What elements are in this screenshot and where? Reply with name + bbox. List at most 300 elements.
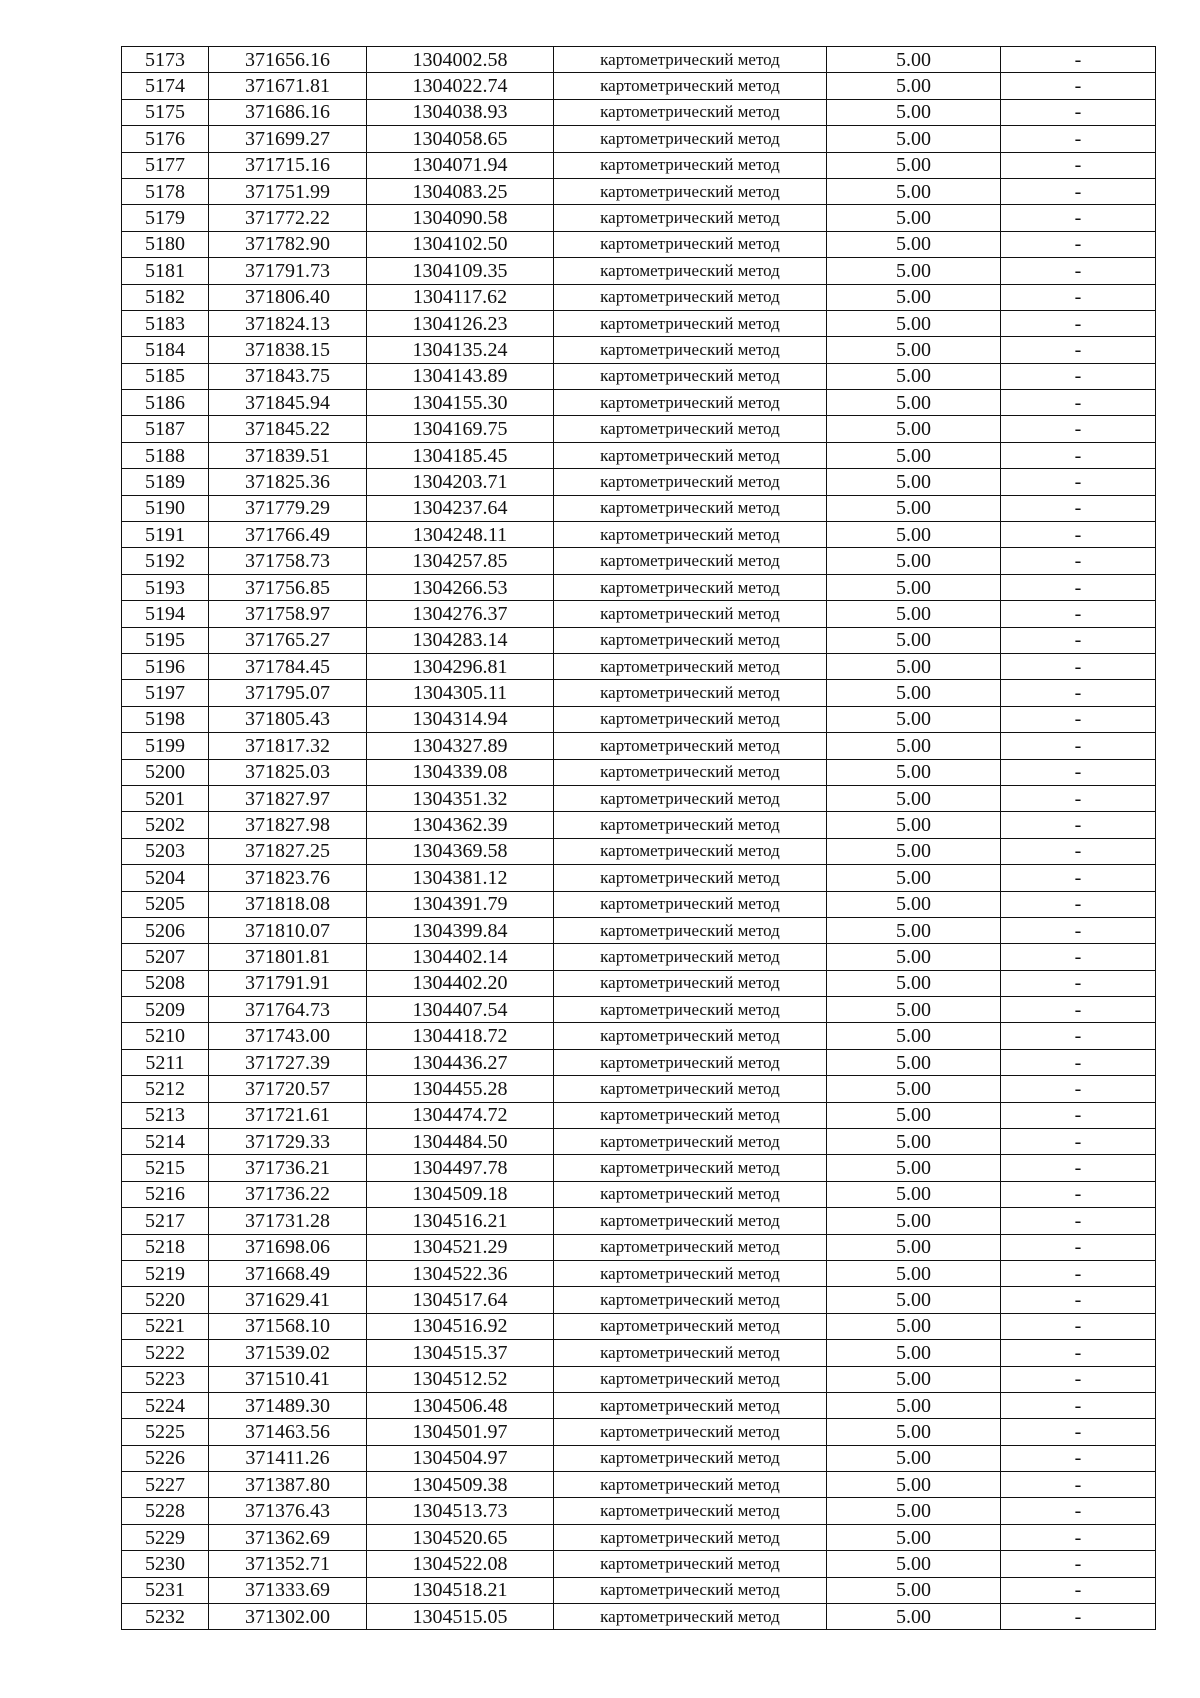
y-coordinate-cell: 1304185.45 — [367, 442, 554, 468]
accuracy-cell: 5.00 — [827, 495, 1001, 521]
method-cell: картометрический метод — [554, 917, 827, 943]
method-cell: картометрический метод — [554, 759, 827, 785]
y-coordinate-cell: 1304484.50 — [367, 1129, 554, 1155]
note-cell: - — [1001, 548, 1156, 574]
point-number-cell: 5180 — [122, 231, 209, 257]
y-coordinate-cell: 1304102.50 — [367, 231, 554, 257]
method-cell: картометрический метод — [554, 1445, 827, 1471]
method-cell: картометрический метод — [554, 442, 827, 468]
method-cell: картометрический метод — [554, 205, 827, 231]
method-cell: картометрический метод — [554, 1260, 827, 1286]
point-number-cell: 5209 — [122, 997, 209, 1023]
x-coordinate-cell: 371756.85 — [209, 574, 367, 600]
table-row — [122, 310, 1156, 336]
table-row — [122, 1181, 1156, 1207]
accuracy-cell: 5.00 — [827, 601, 1001, 627]
method-cell: картометрический метод — [554, 865, 827, 891]
table-row — [122, 1445, 1156, 1471]
x-coordinate-cell: 371656.16 — [209, 47, 367, 73]
note-cell: - — [1001, 733, 1156, 759]
method-cell: картометрический метод — [554, 785, 827, 811]
x-coordinate-cell: 371715.16 — [209, 152, 367, 178]
note-cell: - — [1001, 205, 1156, 231]
table-row — [122, 99, 1156, 125]
method-cell: картометрический метод — [554, 258, 827, 284]
note-cell: - — [1001, 337, 1156, 363]
point-number-cell: 5220 — [122, 1287, 209, 1313]
point-number-cell: 5211 — [122, 1049, 209, 1075]
point-number-cell: 5200 — [122, 759, 209, 785]
note-cell: - — [1001, 231, 1156, 257]
note-cell: - — [1001, 126, 1156, 152]
point-number-cell: 5210 — [122, 1023, 209, 1049]
point-number-cell: 5218 — [122, 1234, 209, 1260]
y-coordinate-cell: 1304169.75 — [367, 416, 554, 442]
y-coordinate-cell: 1304276.37 — [367, 601, 554, 627]
x-coordinate-cell: 371731.28 — [209, 1208, 367, 1234]
point-number-cell: 5227 — [122, 1472, 209, 1498]
method-cell: картометрический метод — [554, 1366, 827, 1392]
method-cell: картометрический метод — [554, 1287, 827, 1313]
x-coordinate-cell: 371698.06 — [209, 1234, 367, 1260]
point-number-cell: 5219 — [122, 1260, 209, 1286]
point-number-cell: 5188 — [122, 442, 209, 468]
table-row — [122, 1260, 1156, 1286]
table-row — [122, 495, 1156, 521]
point-number-cell: 5190 — [122, 495, 209, 521]
x-coordinate-cell: 371818.08 — [209, 891, 367, 917]
point-number-cell: 5221 — [122, 1313, 209, 1339]
point-number-cell: 5202 — [122, 812, 209, 838]
x-coordinate-cell: 371699.27 — [209, 126, 367, 152]
y-coordinate-cell: 1304474.72 — [367, 1102, 554, 1128]
y-coordinate-cell: 1304391.79 — [367, 891, 554, 917]
x-coordinate-cell: 371765.27 — [209, 627, 367, 653]
y-coordinate-cell: 1304283.14 — [367, 627, 554, 653]
accuracy-cell: 5.00 — [827, 284, 1001, 310]
table-row — [122, 601, 1156, 627]
method-cell: картометрический метод — [554, 416, 827, 442]
accuracy-cell: 5.00 — [827, 1023, 1001, 1049]
note-cell: - — [1001, 1023, 1156, 1049]
note-cell: - — [1001, 1472, 1156, 1498]
method-cell: картометрический метод — [554, 548, 827, 574]
note-cell: - — [1001, 601, 1156, 627]
table-row — [122, 970, 1156, 996]
method-cell: картометрический метод — [554, 574, 827, 600]
table-row — [122, 231, 1156, 257]
y-coordinate-cell: 1304058.65 — [367, 126, 554, 152]
note-cell: - — [1001, 1287, 1156, 1313]
y-coordinate-cell: 1304418.72 — [367, 1023, 554, 1049]
method-cell: картометрический метод — [554, 1129, 827, 1155]
y-coordinate-cell: 1304038.93 — [367, 99, 554, 125]
point-number-cell: 5198 — [122, 706, 209, 732]
x-coordinate-cell: 371838.15 — [209, 337, 367, 363]
y-coordinate-cell: 1304305.11 — [367, 680, 554, 706]
x-coordinate-cell: 371362.69 — [209, 1524, 367, 1550]
y-coordinate-cell: 1304248.11 — [367, 522, 554, 548]
y-coordinate-cell: 1304399.84 — [367, 917, 554, 943]
y-coordinate-cell: 1304314.94 — [367, 706, 554, 732]
method-cell: картометрический метод — [554, 1498, 827, 1524]
x-coordinate-cell: 371845.94 — [209, 390, 367, 416]
method-cell: картометрический метод — [554, 1392, 827, 1418]
y-coordinate-cell: 1304518.21 — [367, 1577, 554, 1603]
note-cell: - — [1001, 997, 1156, 1023]
table-row — [122, 178, 1156, 204]
note-cell: - — [1001, 865, 1156, 891]
point-number-cell: 5223 — [122, 1366, 209, 1392]
table-row — [122, 258, 1156, 284]
point-number-cell: 5174 — [122, 73, 209, 99]
table-row — [122, 548, 1156, 574]
accuracy-cell: 5.00 — [827, 812, 1001, 838]
y-coordinate-cell: 1304203.71 — [367, 469, 554, 495]
point-number-cell: 5224 — [122, 1392, 209, 1418]
table-row — [122, 997, 1156, 1023]
note-cell: - — [1001, 891, 1156, 917]
table-row — [122, 1208, 1156, 1234]
accuracy-cell: 5.00 — [827, 1498, 1001, 1524]
y-coordinate-cell: 1304516.92 — [367, 1313, 554, 1339]
method-cell: картометрический метод — [554, 284, 827, 310]
method-cell: картометрический метод — [554, 680, 827, 706]
note-cell: - — [1001, 653, 1156, 679]
accuracy-cell: 5.00 — [827, 785, 1001, 811]
table-row — [122, 944, 1156, 970]
table-row — [122, 363, 1156, 389]
note-cell: - — [1001, 1129, 1156, 1155]
x-coordinate-cell: 371784.45 — [209, 653, 367, 679]
method-cell: картометрический метод — [554, 970, 827, 996]
note-cell: - — [1001, 1445, 1156, 1471]
note-cell: - — [1001, 442, 1156, 468]
accuracy-cell: 5.00 — [827, 997, 1001, 1023]
y-coordinate-cell: 1304512.52 — [367, 1366, 554, 1392]
method-cell: картометрический метод — [554, 627, 827, 653]
y-coordinate-cell: 1304002.58 — [367, 47, 554, 73]
x-coordinate-cell: 371825.36 — [209, 469, 367, 495]
method-cell: картометрический метод — [554, 99, 827, 125]
table-row — [122, 152, 1156, 178]
note-cell: - — [1001, 706, 1156, 732]
note-cell: - — [1001, 759, 1156, 785]
x-coordinate-cell: 371825.03 — [209, 759, 367, 785]
point-number-cell: 5212 — [122, 1076, 209, 1102]
note-cell: - — [1001, 627, 1156, 653]
accuracy-cell: 5.00 — [827, 1524, 1001, 1550]
x-coordinate-cell: 371791.73 — [209, 258, 367, 284]
point-number-cell: 5187 — [122, 416, 209, 442]
x-coordinate-cell: 371736.21 — [209, 1155, 367, 1181]
note-cell: - — [1001, 152, 1156, 178]
table-row — [122, 653, 1156, 679]
point-number-cell: 5204 — [122, 865, 209, 891]
x-coordinate-cell: 371817.32 — [209, 733, 367, 759]
table-row — [122, 706, 1156, 732]
method-cell: картометрический метод — [554, 1023, 827, 1049]
table-row — [122, 1023, 1156, 1049]
point-number-cell: 5194 — [122, 601, 209, 627]
method-cell: картометрический метод — [554, 997, 827, 1023]
note-cell: - — [1001, 1260, 1156, 1286]
table-row — [122, 442, 1156, 468]
x-coordinate-cell: 371827.25 — [209, 838, 367, 864]
accuracy-cell: 5.00 — [827, 231, 1001, 257]
method-cell: картометрический метод — [554, 310, 827, 336]
table-row — [122, 337, 1156, 363]
method-cell: картометрический метод — [554, 733, 827, 759]
table-row — [122, 1498, 1156, 1524]
method-cell: картометрический метод — [554, 178, 827, 204]
method-cell: картометрический метод — [554, 1049, 827, 1075]
y-coordinate-cell: 1304509.18 — [367, 1181, 554, 1207]
accuracy-cell: 5.00 — [827, 1340, 1001, 1366]
point-number-cell: 5199 — [122, 733, 209, 759]
method-cell: картометрический метод — [554, 1102, 827, 1128]
method-cell: картометрический метод — [554, 812, 827, 838]
y-coordinate-cell: 1304506.48 — [367, 1392, 554, 1418]
method-cell: картометрический метод — [554, 1604, 827, 1630]
table-row — [122, 205, 1156, 231]
point-number-cell: 5181 — [122, 258, 209, 284]
x-coordinate-cell: 371843.75 — [209, 363, 367, 389]
table-row — [122, 1392, 1156, 1418]
accuracy-cell: 5.00 — [827, 653, 1001, 679]
note-cell: - — [1001, 363, 1156, 389]
method-cell: картометрический метод — [554, 126, 827, 152]
note-cell: - — [1001, 812, 1156, 838]
point-number-cell: 5197 — [122, 680, 209, 706]
method-cell: картометрический метод — [554, 337, 827, 363]
point-number-cell: 5173 — [122, 47, 209, 73]
coordinates-table — [121, 46, 1156, 1630]
x-coordinate-cell: 371539.02 — [209, 1340, 367, 1366]
table-row — [122, 627, 1156, 653]
accuracy-cell: 5.00 — [827, 442, 1001, 468]
y-coordinate-cell: 1304135.24 — [367, 337, 554, 363]
x-coordinate-cell: 371827.97 — [209, 785, 367, 811]
note-cell: - — [1001, 522, 1156, 548]
y-coordinate-cell: 1304515.05 — [367, 1604, 554, 1630]
method-cell: картометрический метод — [554, 73, 827, 99]
y-coordinate-cell: 1304522.36 — [367, 1260, 554, 1286]
table-row — [122, 1102, 1156, 1128]
point-number-cell: 5193 — [122, 574, 209, 600]
x-coordinate-cell: 371743.00 — [209, 1023, 367, 1049]
note-cell: - — [1001, 574, 1156, 600]
table-row — [122, 680, 1156, 706]
accuracy-cell: 5.00 — [827, 917, 1001, 943]
x-coordinate-cell: 371782.90 — [209, 231, 367, 257]
note-cell: - — [1001, 1234, 1156, 1260]
note-cell: - — [1001, 838, 1156, 864]
table-row — [122, 1340, 1156, 1366]
x-coordinate-cell: 371721.61 — [209, 1102, 367, 1128]
method-cell: картометрический метод — [554, 1551, 827, 1577]
table-row — [122, 785, 1156, 811]
y-coordinate-cell: 1304327.89 — [367, 733, 554, 759]
accuracy-cell: 5.00 — [827, 1472, 1001, 1498]
note-cell: - — [1001, 495, 1156, 521]
table-row — [122, 1313, 1156, 1339]
method-cell: картометрический метод — [554, 1419, 827, 1445]
accuracy-cell: 5.00 — [827, 99, 1001, 125]
point-number-cell: 5183 — [122, 310, 209, 336]
method-cell: картометрический метод — [554, 363, 827, 389]
accuracy-cell: 5.00 — [827, 47, 1001, 73]
x-coordinate-cell: 371411.26 — [209, 1445, 367, 1471]
table-row — [122, 47, 1156, 73]
point-number-cell: 5222 — [122, 1340, 209, 1366]
accuracy-cell: 5.00 — [827, 733, 1001, 759]
y-coordinate-cell: 1304071.94 — [367, 152, 554, 178]
note-cell: - — [1001, 1181, 1156, 1207]
point-number-cell: 5228 — [122, 1498, 209, 1524]
y-coordinate-cell: 1304155.30 — [367, 390, 554, 416]
accuracy-cell: 5.00 — [827, 706, 1001, 732]
table-row — [122, 1604, 1156, 1630]
method-cell: картометрический метод — [554, 390, 827, 416]
note-cell: - — [1001, 1577, 1156, 1603]
x-coordinate-cell: 371668.49 — [209, 1260, 367, 1286]
point-number-cell: 5203 — [122, 838, 209, 864]
accuracy-cell: 5.00 — [827, 1076, 1001, 1102]
x-coordinate-cell: 371629.41 — [209, 1287, 367, 1313]
y-coordinate-cell: 1304339.08 — [367, 759, 554, 785]
table-row — [122, 838, 1156, 864]
note-cell: - — [1001, 785, 1156, 811]
accuracy-cell: 5.00 — [827, 73, 1001, 99]
table-row — [122, 126, 1156, 152]
y-coordinate-cell: 1304501.97 — [367, 1419, 554, 1445]
x-coordinate-cell: 371766.49 — [209, 522, 367, 548]
method-cell: картометрический метод — [554, 653, 827, 679]
y-coordinate-cell: 1304402.20 — [367, 970, 554, 996]
point-number-cell: 5179 — [122, 205, 209, 231]
accuracy-cell: 5.00 — [827, 126, 1001, 152]
x-coordinate-cell: 371791.91 — [209, 970, 367, 996]
accuracy-cell: 5.00 — [827, 1181, 1001, 1207]
point-number-cell: 5217 — [122, 1208, 209, 1234]
table-row — [122, 759, 1156, 785]
note-cell: - — [1001, 310, 1156, 336]
accuracy-cell: 5.00 — [827, 205, 1001, 231]
note-cell: - — [1001, 1208, 1156, 1234]
x-coordinate-cell: 371720.57 — [209, 1076, 367, 1102]
accuracy-cell: 5.00 — [827, 838, 1001, 864]
point-number-cell: 5206 — [122, 917, 209, 943]
x-coordinate-cell: 371376.43 — [209, 1498, 367, 1524]
method-cell: картометрический метод — [554, 47, 827, 73]
point-number-cell: 5232 — [122, 1604, 209, 1630]
x-coordinate-cell: 371302.00 — [209, 1604, 367, 1630]
point-number-cell: 5213 — [122, 1102, 209, 1128]
y-coordinate-cell: 1304362.39 — [367, 812, 554, 838]
accuracy-cell: 5.00 — [827, 574, 1001, 600]
method-cell: картометрический метод — [554, 891, 827, 917]
y-coordinate-cell: 1304143.89 — [367, 363, 554, 389]
table-row — [122, 1524, 1156, 1550]
note-cell: - — [1001, 178, 1156, 204]
accuracy-cell: 5.00 — [827, 1366, 1001, 1392]
y-coordinate-cell: 1304522.08 — [367, 1551, 554, 1577]
point-number-cell: 5176 — [122, 126, 209, 152]
accuracy-cell: 5.00 — [827, 152, 1001, 178]
point-number-cell: 5205 — [122, 891, 209, 917]
point-number-cell: 5231 — [122, 1577, 209, 1603]
accuracy-cell: 5.00 — [827, 1604, 1001, 1630]
point-number-cell: 5201 — [122, 785, 209, 811]
x-coordinate-cell: 371772.22 — [209, 205, 367, 231]
point-number-cell: 5229 — [122, 1524, 209, 1550]
accuracy-cell: 5.00 — [827, 1287, 1001, 1313]
accuracy-cell: 5.00 — [827, 970, 1001, 996]
note-cell: - — [1001, 1049, 1156, 1075]
accuracy-cell: 5.00 — [827, 891, 1001, 917]
y-coordinate-cell: 1304351.32 — [367, 785, 554, 811]
y-coordinate-cell: 1304237.64 — [367, 495, 554, 521]
accuracy-cell: 5.00 — [827, 1234, 1001, 1260]
point-number-cell: 5216 — [122, 1181, 209, 1207]
method-cell: картометрический метод — [554, 152, 827, 178]
accuracy-cell: 5.00 — [827, 310, 1001, 336]
method-cell: картометрический метод — [554, 495, 827, 521]
point-number-cell: 5189 — [122, 469, 209, 495]
table-row — [122, 1577, 1156, 1603]
note-cell: - — [1001, 1604, 1156, 1630]
accuracy-cell: 5.00 — [827, 258, 1001, 284]
note-cell: - — [1001, 1313, 1156, 1339]
note-cell: - — [1001, 284, 1156, 310]
y-coordinate-cell: 1304455.28 — [367, 1076, 554, 1102]
point-number-cell: 5230 — [122, 1551, 209, 1577]
x-coordinate-cell: 371463.56 — [209, 1419, 367, 1445]
table-row — [122, 1234, 1156, 1260]
x-coordinate-cell: 371686.16 — [209, 99, 367, 125]
table-row — [122, 469, 1156, 495]
y-coordinate-cell: 1304436.27 — [367, 1049, 554, 1075]
point-number-cell: 5178 — [122, 178, 209, 204]
x-coordinate-cell: 371779.29 — [209, 495, 367, 521]
table-row — [122, 1076, 1156, 1102]
note-cell: - — [1001, 970, 1156, 996]
accuracy-cell: 5.00 — [827, 1102, 1001, 1128]
table-row — [122, 1129, 1156, 1155]
accuracy-cell: 5.00 — [827, 1155, 1001, 1181]
point-number-cell: 5226 — [122, 1445, 209, 1471]
table-row — [122, 812, 1156, 838]
x-coordinate-cell: 371568.10 — [209, 1313, 367, 1339]
method-cell: картометрический метод — [554, 469, 827, 495]
y-coordinate-cell: 1304516.21 — [367, 1208, 554, 1234]
accuracy-cell: 5.00 — [827, 469, 1001, 495]
method-cell: картометрический метод — [554, 601, 827, 627]
x-coordinate-cell: 371758.73 — [209, 548, 367, 574]
accuracy-cell: 5.00 — [827, 1313, 1001, 1339]
note-cell: - — [1001, 1366, 1156, 1392]
x-coordinate-cell: 371510.41 — [209, 1366, 367, 1392]
x-coordinate-cell: 371758.97 — [209, 601, 367, 627]
method-cell: картометрический метод — [554, 522, 827, 548]
accuracy-cell: 5.00 — [827, 416, 1001, 442]
x-coordinate-cell: 371801.81 — [209, 944, 367, 970]
y-coordinate-cell: 1304513.73 — [367, 1498, 554, 1524]
method-cell: картометрический метод — [554, 1524, 827, 1550]
y-coordinate-cell: 1304509.38 — [367, 1472, 554, 1498]
table-row — [122, 390, 1156, 416]
